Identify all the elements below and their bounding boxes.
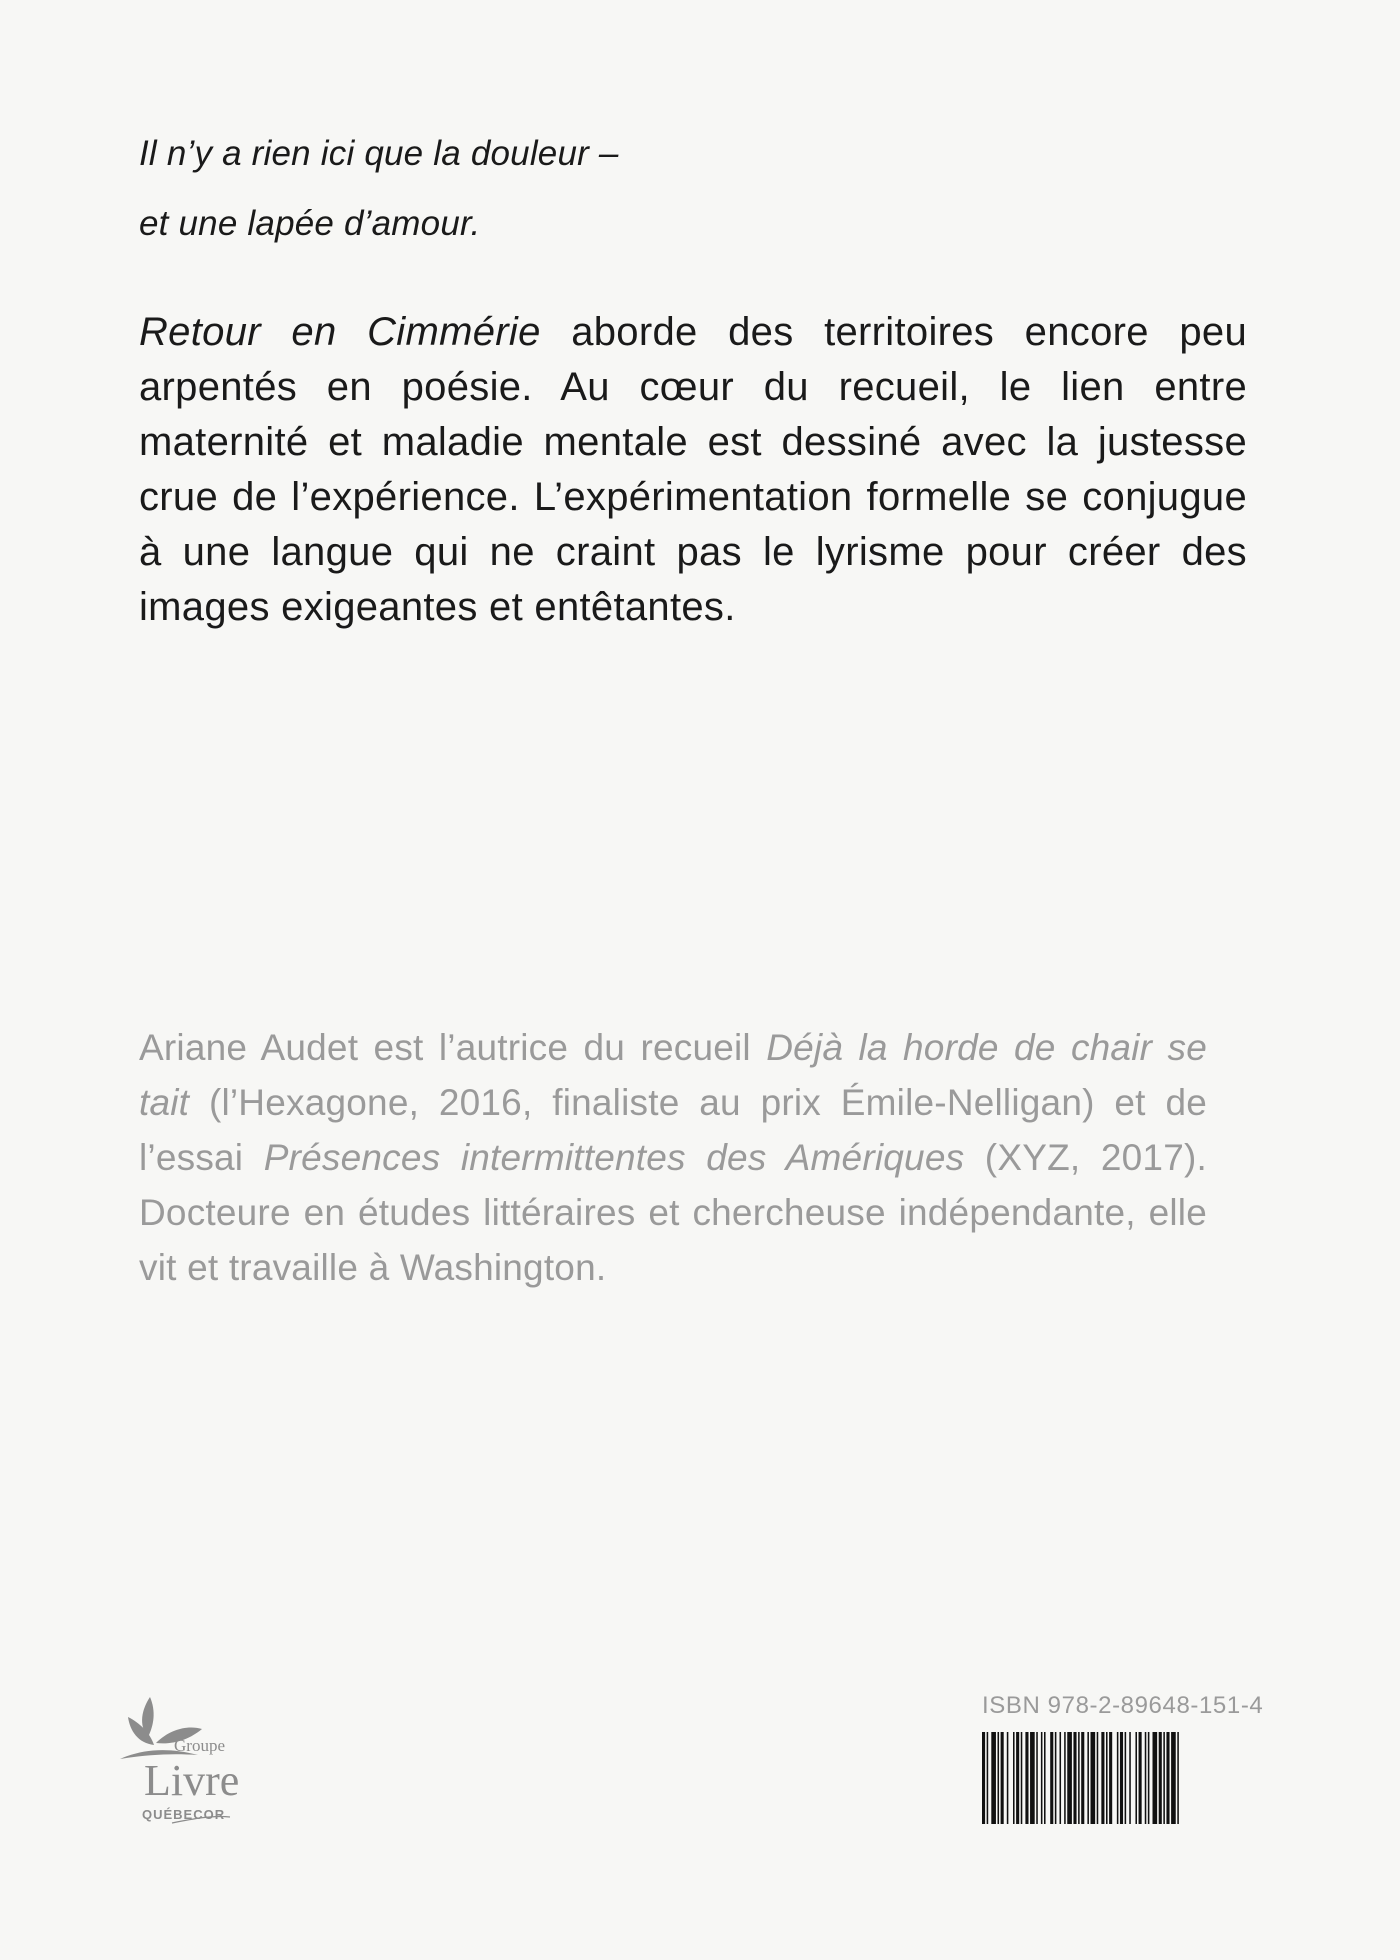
barcode-bar: [1148, 1732, 1150, 1824]
barcode-bar: [1016, 1732, 1019, 1824]
barcode-bar: [1177, 1732, 1179, 1824]
barcode-bar: [1153, 1732, 1158, 1824]
barcode-bar: [1050, 1732, 1053, 1824]
barcode-bar: [1067, 1732, 1072, 1824]
epigraph-line-2: et une lapée d’amour.: [139, 204, 481, 243]
barcode-bar: [1163, 1732, 1165, 1824]
barcode-bar: [1166, 1732, 1169, 1824]
bio-book-title-2: Présences intermittentes des Amériques: [263, 1137, 965, 1178]
barcode-bar: [1087, 1732, 1089, 1824]
barcode-bar: [1044, 1732, 1046, 1824]
barcode-bar: [1135, 1732, 1137, 1824]
barcode-bar: [1109, 1732, 1112, 1824]
barcode-bar: [1064, 1732, 1066, 1824]
barcode-bar: [1171, 1732, 1176, 1824]
barcode-bar: [1036, 1732, 1038, 1824]
book-blurb: [139, 305, 1247, 635]
book-title: Retour en Cimmérie: [139, 310, 541, 354]
barcode-bar: [1097, 1732, 1099, 1824]
barcode-bar: [1078, 1732, 1080, 1824]
barcode-bar: [1120, 1732, 1123, 1824]
bio-book-title-1: Déjà la horde de chair se tait: [139, 1027, 1207, 1123]
barcode-bar: [987, 1732, 989, 1824]
isbn-barcode: [982, 1732, 1246, 1824]
barcode-bar: [1001, 1732, 1004, 1824]
barcode-bar: [1081, 1732, 1084, 1824]
barcode-bar: [1041, 1732, 1043, 1824]
barcode-bar: [1055, 1732, 1057, 1824]
epigraph: [139, 130, 619, 270]
barcode-bar: [982, 1732, 985, 1824]
barcode-bar: [1030, 1732, 1035, 1824]
barcode-bar: [1060, 1732, 1062, 1824]
publisher-logo: [112, 1695, 262, 1830]
bio-text-1: Ariane Audet est l’autrice du recueil: [139, 1027, 767, 1068]
barcode-bar: [1021, 1732, 1023, 1824]
barcode-bar: [1013, 1732, 1015, 1824]
barcode-bar: [998, 1732, 1000, 1824]
logo-line-1: Groupe: [174, 1736, 225, 1755]
logo-line-3: QUÉBECOR: [142, 1807, 226, 1822]
barcode-bar: [1125, 1732, 1127, 1824]
blurb-text: aborde des territoires encore peu arpentés en poésie. Au cœur du recueil, le lien entre maternité et maladie mentale est dessiné avec la justesse crue de l’expérience. L’expérimentation formelle se conjugue à une langue qui ne craint pas le lyrisme pour créer des images exigeantes et entêtantes.: [139, 310, 1247, 629]
epigraph-line-1: Il n’y a rien ici que la douleur –: [139, 134, 619, 173]
barcode-bar: [1091, 1732, 1096, 1824]
barcode-bar: [1101, 1732, 1104, 1824]
barcode-bar: [1129, 1732, 1131, 1824]
barcode-bar: [1106, 1732, 1108, 1824]
bio-text-2: (l’Hexagone, 2016, finaliste au prix Émile-Nelligan) et de l’essai: [139, 1082, 1207, 1178]
bio-text-3: (XYZ, 2017). Docteure en études littéraires et chercheuse indépendante, elle vit et travaille à Washington.: [139, 1137, 1207, 1288]
isbn-label: ISBN 978-2-89648-151-4: [982, 1692, 1264, 1719]
barcode-bar: [1159, 1732, 1162, 1824]
author-bio: [139, 1020, 1207, 1295]
barcode-bar: [1025, 1732, 1028, 1824]
logo-line-2: Livre: [144, 1756, 240, 1805]
barcode-bar: [1117, 1732, 1119, 1824]
barcode-bar: [1007, 1732, 1009, 1824]
barcode-bar: [1145, 1732, 1147, 1824]
barcode-bar: [1139, 1732, 1142, 1824]
barcode-bar: [1073, 1732, 1076, 1824]
barcode-bar: [991, 1732, 996, 1824]
